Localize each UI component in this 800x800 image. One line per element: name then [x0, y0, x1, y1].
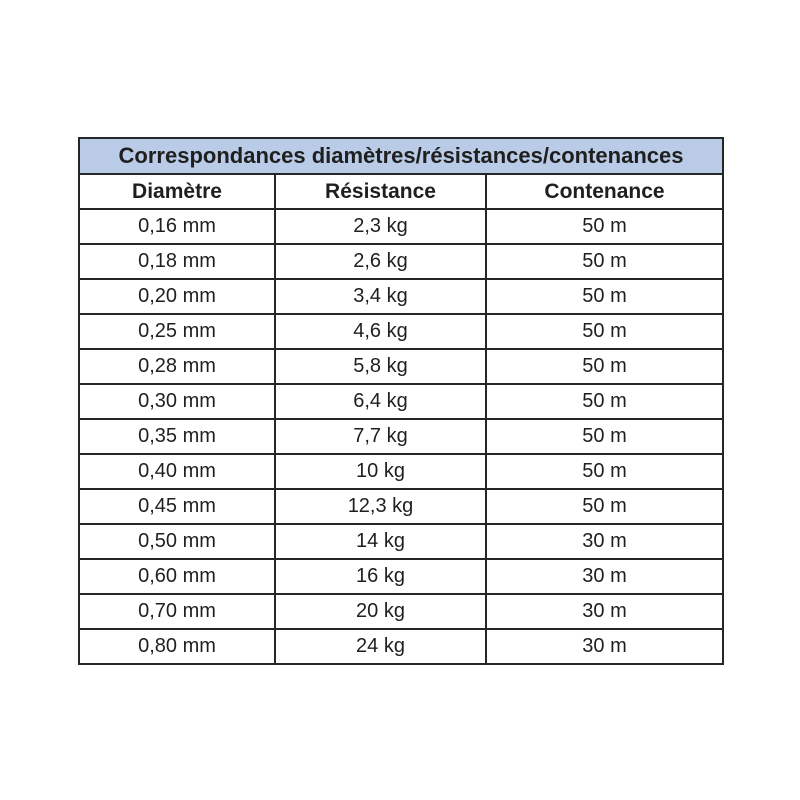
table-row — [79, 629, 723, 664]
cell-contenance: 30 m — [486, 629, 723, 664]
cell-diametre: 0,28 mm — [79, 349, 275, 384]
table-row — [79, 524, 723, 559]
cell-diametre: 0,18 mm — [79, 244, 275, 279]
table-row — [79, 559, 723, 594]
table-row — [79, 419, 723, 454]
cell-diametre: 0,16 mm — [79, 209, 275, 244]
cell-resistance: 10 kg — [275, 454, 486, 489]
column-header-contenance: Contenance — [486, 174, 723, 209]
cell-diametre: 0,50 mm — [79, 524, 275, 559]
cell-contenance: 30 m — [486, 594, 723, 629]
cell-contenance: 50 m — [486, 244, 723, 279]
cell-contenance: 30 m — [486, 559, 723, 594]
cell-diametre: 0,35 mm — [79, 419, 275, 454]
cell-diametre: 0,45 mm — [79, 489, 275, 524]
cell-contenance: 50 m — [486, 454, 723, 489]
cell-resistance: 3,4 kg — [275, 279, 486, 314]
table-row — [79, 384, 723, 419]
table-row — [79, 349, 723, 384]
cell-contenance: 50 m — [486, 419, 723, 454]
table-row — [79, 314, 723, 349]
table-title: Correspondances diamètres/résistances/contenances — [79, 138, 723, 174]
cell-resistance: 14 kg — [275, 524, 486, 559]
cell-diametre: 0,25 mm — [79, 314, 275, 349]
table-row — [79, 454, 723, 489]
cell-resistance: 2,3 kg — [275, 209, 486, 244]
cell-resistance: 7,7 kg — [275, 419, 486, 454]
cell-diametre: 0,70 mm — [79, 594, 275, 629]
cell-diametre: 0,20 mm — [79, 279, 275, 314]
cell-resistance: 12,3 kg — [275, 489, 486, 524]
diameter-resistance-capacity-table — [78, 137, 724, 665]
cell-diametre: 0,60 mm — [79, 559, 275, 594]
cell-resistance: 5,8 kg — [275, 349, 486, 384]
cell-diametre: 0,30 mm — [79, 384, 275, 419]
cell-contenance: 50 m — [486, 489, 723, 524]
column-header-row — [79, 174, 723, 209]
cell-contenance: 50 m — [486, 279, 723, 314]
cell-resistance: 6,4 kg — [275, 384, 486, 419]
table-title-row — [79, 138, 723, 174]
table-row — [79, 594, 723, 629]
table-row — [79, 244, 723, 279]
table-row — [79, 209, 723, 244]
cell-resistance: 4,6 kg — [275, 314, 486, 349]
cell-contenance: 30 m — [486, 524, 723, 559]
cell-resistance: 16 kg — [275, 559, 486, 594]
column-header-resistance: Résistance — [275, 174, 486, 209]
cell-resistance: 2,6 kg — [275, 244, 486, 279]
cell-contenance: 50 m — [486, 349, 723, 384]
cell-contenance: 50 m — [486, 384, 723, 419]
table-row — [79, 279, 723, 314]
cell-contenance: 50 m — [486, 314, 723, 349]
cell-contenance: 50 m — [486, 209, 723, 244]
cell-diametre: 0,40 mm — [79, 454, 275, 489]
cell-diametre: 0,80 mm — [79, 629, 275, 664]
column-header-diametre: Diamètre — [79, 174, 275, 209]
correspondence-table — [78, 137, 722, 665]
table-row — [79, 489, 723, 524]
cell-resistance: 24 kg — [275, 629, 486, 664]
cell-resistance: 20 kg — [275, 594, 486, 629]
